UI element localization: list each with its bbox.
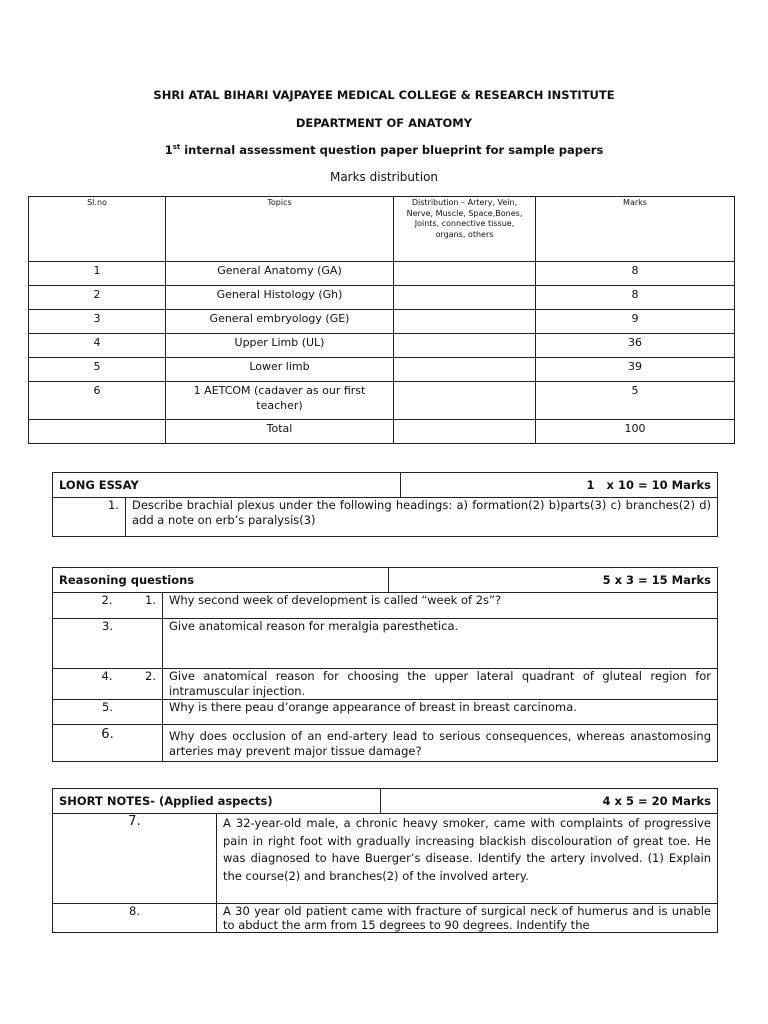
row-marks: 8 xyxy=(536,286,735,310)
total-marks: 100 xyxy=(536,420,735,444)
question-row xyxy=(53,669,718,700)
question-row xyxy=(53,619,718,669)
question-row xyxy=(53,700,718,725)
table-row xyxy=(29,286,735,310)
row-topic: General Histology (Gh) xyxy=(166,286,394,310)
row-topic: General Anatomy (GA) xyxy=(166,262,394,286)
row-distribution xyxy=(394,334,536,358)
question-row xyxy=(53,904,718,933)
question-subnumber: 2. xyxy=(119,669,163,700)
paper-ordinal-suffix: st xyxy=(172,143,181,152)
question-subnumber: 1. xyxy=(119,593,163,619)
short-notes-section xyxy=(52,788,718,933)
row-marks: 5 xyxy=(536,382,735,420)
question-number: 6. xyxy=(53,725,163,762)
question-number: 3. xyxy=(53,619,163,669)
question-number: 1. xyxy=(53,498,126,537)
question-text: Give anatomical reason for choosing the upper lateral quadrant of gluteal region for intramuscular injection. xyxy=(163,669,718,700)
section-marks: 4 x 5 = 20 Marks xyxy=(381,789,718,814)
question-text: A 32-year-old male, a chronic heavy smoker, came with complaints of progressive pain in right foot with gradually increasing blackish discolouration of great toe. He was diagnosed to have Buerger’s disease. Identify the artery involved. (1) Explain the course(2) and branches(2) of the involved artery. xyxy=(217,814,718,904)
section-header xyxy=(53,789,718,814)
row-topic: 1 AETCOM (cadaver as our first teacher) xyxy=(166,382,394,420)
table-row xyxy=(29,310,735,334)
question-number: 7. xyxy=(53,814,217,904)
row-topic: Lower limb xyxy=(166,358,394,382)
row-slno: 5 xyxy=(29,358,166,382)
table-total-row xyxy=(29,420,735,444)
department-title: DEPARTMENT OF ANATOMY xyxy=(295,116,473,130)
question-number: 4. xyxy=(53,669,119,700)
question-text: Why second week of development is called “week of 2s”? xyxy=(163,593,718,619)
row-marks: 39 xyxy=(536,358,735,382)
total-label: Total xyxy=(166,420,394,444)
row-slno: 2 xyxy=(29,286,166,310)
paper-ordinal: 1 xyxy=(164,143,173,157)
section-marks: 1 x 10 = 10 Marks xyxy=(401,473,718,498)
header-marks: Marks xyxy=(536,197,735,262)
row-distribution xyxy=(394,286,536,310)
row-topic: General embryology (GE) xyxy=(166,310,394,334)
header-slno: Sl.no xyxy=(29,197,166,262)
row-slno: 3 xyxy=(29,310,166,334)
question-text: A 30 year old patient came with fracture of surgical neck of humerus and is unable to abduct the arm from 15 degrees to 90 degrees. Indentify the xyxy=(217,904,718,933)
table-row xyxy=(29,262,735,286)
question-number: 8. xyxy=(53,904,217,933)
question-text: Give anatomical reason for meralgia paresthetica. xyxy=(163,619,718,669)
section-title: LONG ESSAY xyxy=(53,473,401,498)
question-number: 2. xyxy=(53,593,119,619)
row-topic: Upper Limb (UL) xyxy=(166,334,394,358)
question-text: Describe brachial plexus under the following headings: a) formation(2) b)parts(3) c) branches(2) d) add a note on erb’s paralysis(3) xyxy=(126,498,718,537)
row-marks: 36 xyxy=(536,334,735,358)
row-slno: 6 xyxy=(29,382,166,420)
table-row xyxy=(29,358,735,382)
row-marks: 8 xyxy=(536,262,735,286)
question-text: Why is there peau d’orange appearance of breast in breast carcinoma. xyxy=(163,700,718,725)
long-essay-section xyxy=(52,472,718,537)
paper-title-rest: internal assessment question paper blueprint for sample papers xyxy=(180,143,604,157)
reasoning-questions-section xyxy=(52,567,718,762)
row-slno: 4 xyxy=(29,334,166,358)
table-header-row xyxy=(29,197,735,262)
section-title: Reasoning questions xyxy=(53,568,389,593)
question-number: 5. xyxy=(53,700,163,725)
question-row xyxy=(53,725,718,762)
row-distribution xyxy=(394,262,536,286)
marks-distribution-heading: Marks distribution xyxy=(329,170,439,184)
marks-distribution-table xyxy=(28,196,735,444)
row-distribution xyxy=(394,382,536,420)
institute-title: SHRI ATAL BIHARI VAJPAYEE MEDICAL COLLEGE & RESEARCH INSTITUTE xyxy=(153,88,615,102)
total-slno xyxy=(29,420,166,444)
total-distribution xyxy=(394,420,536,444)
row-marks: 9 xyxy=(536,310,735,334)
row-distribution xyxy=(394,358,536,382)
question-row xyxy=(53,498,718,537)
header-topics: Topics xyxy=(166,197,394,262)
section-title: SHORT NOTES- (Applied aspects) xyxy=(53,789,381,814)
question-text: Why does occlusion of an end-artery lead to serious consequences, whereas anastomosing arteries may prevent major tissue damage? xyxy=(163,725,718,762)
section-marks: 5 x 3 = 15 Marks xyxy=(389,568,718,593)
paper-title xyxy=(0,143,768,157)
section-header xyxy=(53,473,718,498)
question-row xyxy=(53,814,718,904)
section-header xyxy=(53,568,718,593)
row-distribution xyxy=(394,310,536,334)
header-distribution: Distribution – Artery, Vein, Nerve, Muscle, Space,Bones, Joints, connective tissue, organs, others xyxy=(394,197,536,262)
table-row xyxy=(29,382,735,420)
table-row xyxy=(29,334,735,358)
question-row xyxy=(53,593,718,619)
row-slno: 1 xyxy=(29,262,166,286)
